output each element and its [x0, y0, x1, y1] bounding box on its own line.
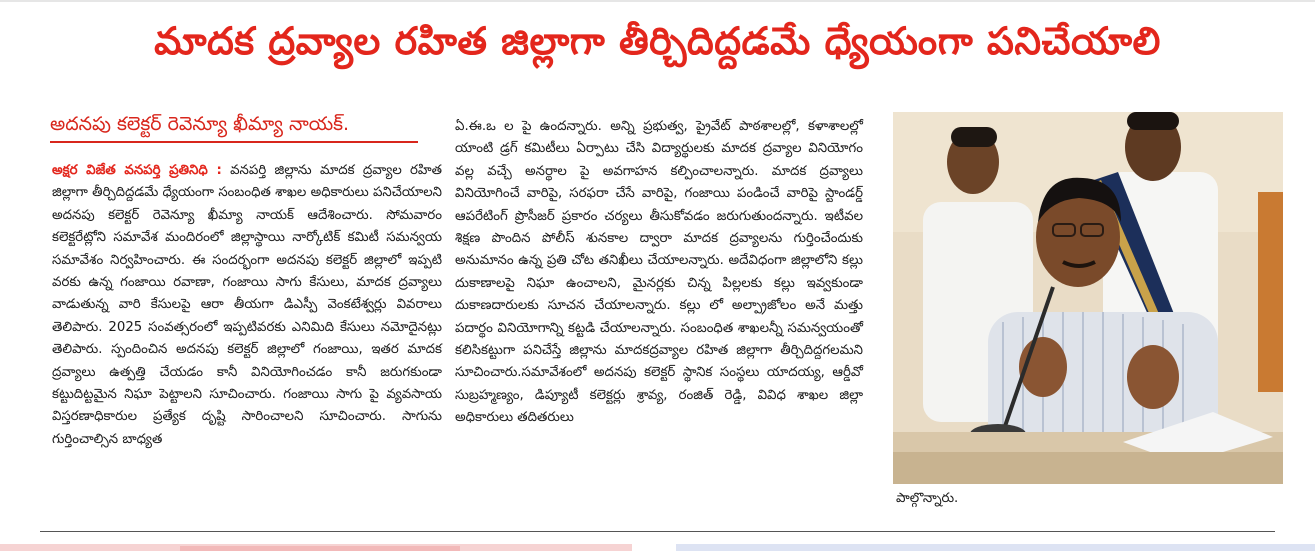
article-column-1: [52, 160, 442, 451]
meeting-photo: [893, 112, 1283, 484]
byline-underline: [50, 141, 418, 143]
photo-caption: పాల్గొన్నారు.: [896, 491, 959, 506]
column-1-text: వనపర్తి జిల్లాను మాదక ద్రవ్యాల రహిత జిల్లాగా తీర్చిదిద్దడమే ధ్యేయంగా సంబంధిత శాఖల అధికారులు పనిచేయాలని అదనపు కలెక్టర్ రెవెన్యూ ఖీమ్యా నాయక్ ఆదేశించారు. సోమవారం కలెక్టరేట్లోని సమావేశ మందిరంలో జిల్లాస్థాయి నార్కోటిక్ కమిటీ సమన్వయ సమావేశం నిర్వహించారు. ఈ సందర్భంగా అదనపు కలెక్టర్ జిల్లాలో ఇప్పటి వరకు ఉన్న గంజాయి రవాణా, గంజాయి సాగు కేసులు, మాదక ద్రవ్యాలు వాడుతున్న వారి కేసులపై ఆరా తీయగా డిఎస్పీ వెంకటేశ్వర్లు వివరాలు తెలిపారు. 2025 సంవత్సరంలో ఇప్పటివరకు ఎనిమిది కేసులు నమోదైనట్లు తెలిపారు. స్పందించిన అదనపు కలెక్టర్ జిల్లాలో గంజాయి, ఇతర మాదక ద్రవ్యాలు ఉత్పత్తి చేయడం కానీ వినియోగించడం కానీ జరుగకుండా కట్టుదిట్టమైన నిఘా పెట్టాలని సూచించారు. గంజాయి సాగు పై వ్యవసాయ విస్తరణాధికారుల ప్రత్యేక దృష్టి సారించాలని సూచించారు. సాగును గుర్తించాల్సిన బాధ్యత: [52, 163, 442, 447]
top-divider: [0, 0, 1315, 2]
bottom-divider: [40, 531, 1275, 532]
next-headline-fragment: [180, 546, 460, 551]
column-2-text: ఏ.ఈ.ఒ ల పై ఉందన్నారు. అన్ని ప్రభుత్వ, ప్రైవేట్ పాఠశాలల్లో, కళాశాలల్లో యాంటి డ్రగ్ కమిటీలు ఏర్పాటు చేసి విద్యార్థులకు మాదక ద్రవ్యాల వినియోగం వల్ల వచ్చే అనర్థాల పై అవగాహన కల్పించాలన్నారు. మాదక ద్రవ్యాలు వినియోగించే వారిపై, సరఫరా చేసే వారిపై, గంజాయి పండించే వారిపై స్టాండర్డ్ ఆపరేటింగ్ ప్రొసీజర్ ప్రకారం చర్యలు తీసుకోవడం జరుగుతుందన్నారు. ఇటీవల శిక్షణ పొందిన పోలీస్ శునకాల ద్వారా మాదక ద్రవ్యాలను గుర్తించేందుకు అనుమానం ఉన్న ప్రతి చోట తనిఖీలు చేయాలన్నారు. అదేవిధంగా జిల్లాలోని కల్లు దుకాణాలపై నిఘా ఉంచాలని, మైనర్లకు చిన్న పిల్లలకు కల్లు ఇవ్వకుండా దుకాణదారులకు సూచన చేయాలన్నారు. కల్లు లో అల్ప్రాజోలం అనే మత్తు పదార్థం వినియోగాన్ని కట్టడి చేయాలన్నారు. సంబంధిత శాఖలన్నీ సమన్వయంతో కలిసికట్టుగా పనిచేస్తే జిల్లాను మాదకద్రవ్యాల రహిత జిల్లాగా తీర్చిదిద్దగలమని సూచించారు.సమావేశంలో అదనపు కలెక్టర్ స్థానిక సంస్థలు యాదయ్య, ఆర్డీవో సుబ్రహ్మణ్యం, డిప్యూటీ కలెక్టర్లు శ్రావ్య, రంజిత్ రెడ్డి, వివిధ శాఖల జిల్లా అధికారులు తదితరులు: [455, 119, 863, 426]
article-column-2: [455, 116, 863, 430]
dateline: అక్షర విజేత వనపర్తి ప్రతినిధి :: [52, 163, 222, 178]
headline: మాదక ద్రవ్యాల రహిత జిల్లాగా తీర్చిదిద్దడమే ధ్యేయంగా పనిచేయాలి: [154, 19, 1161, 63]
next-article-strip-right: [676, 544, 1315, 551]
byline: అదనపు కలెక్టర్ రెవెన్యూ ఖీమ్యా నాయక్.: [50, 113, 350, 135]
